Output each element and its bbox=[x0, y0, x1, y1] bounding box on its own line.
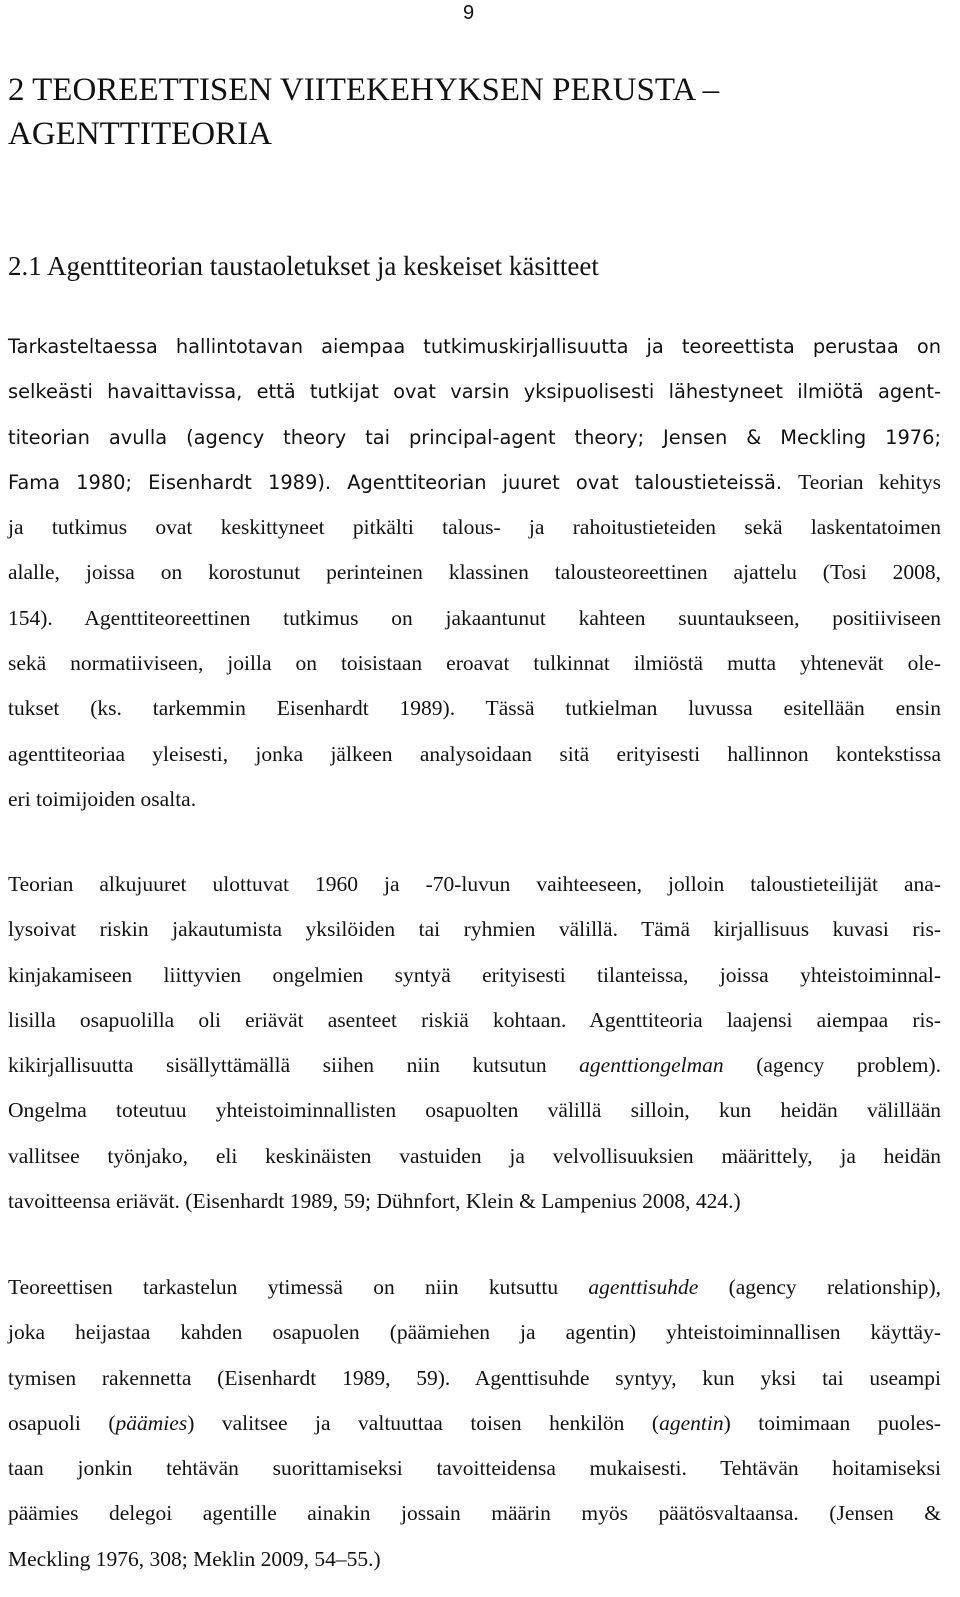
paragraph-1-line: agenttiteoriaa yleisesti, jonka jälkeen analysoidaan sitä erityisesti hallinnon kontekstissa bbox=[8, 741, 941, 766]
paragraph-1-line: eri toimijoiden osalta. bbox=[8, 786, 197, 811]
paragraph-2-line: Teorian alkujuuret ulottuvat 1960 ja -70-luvun vaihteeseen, jolloin taloustieteilijät ana- bbox=[8, 872, 941, 896]
paragraph-2 bbox=[8, 862, 941, 1224]
paragraph-2-line-part: kikirjallisuutta sisällyttämällä siihen niin kutsutun bbox=[8, 1053, 547, 1078]
paragraph-1-line: Tarkasteltaessa hallintotavan aiempaa tutkimuskirjallisuutta ja teoreettista perustaa on bbox=[8, 335, 941, 358]
section-title: 2.1 Agenttiteorian taustaoletukset ja keskeiset käsitteet bbox=[8, 251, 599, 281]
paragraph-2-line: lysoivat riskin jakautumista yksilöiden tai ryhmien välillä. Tämä kirjallisuus kuvasi ris- bbox=[8, 917, 941, 942]
paragraph-1 bbox=[8, 324, 941, 822]
paragraph-1-line: alalle, joissa on korostunut perinteinen klassinen talousteoreettinen ajattelu (Tosi 2008, bbox=[8, 560, 941, 585]
paragraph-3-line: päämies delegoi agentille ainakin jossain määrin myös päätösvaltaansa. (Jensen & bbox=[8, 1501, 941, 1526]
chapter-title-line-1: 2 TEOREETTISEN VIITEKEHYKSEN PERUSTA – bbox=[8, 72, 720, 108]
paragraph-3-line-part: ) toimimaan puoles- bbox=[723, 1410, 942, 1435]
paragraph-1-line: selkeästi havaittavissa, että tutkijat ovat varsin yksipuolisesti lähestyneet ilmiötä agent- bbox=[8, 380, 941, 404]
paragraph-1-line: tukset (ks. tarkemmin Eisenhardt 1989). Tässä tutkielman luvussa esitellään ensin bbox=[8, 696, 941, 721]
paragraph-2-line: tavoitteensa eriävät. (Eisenhardt 1989, 59; Dühnfort, Klein & Lampenius 2008, 424.) bbox=[8, 1189, 741, 1214]
page-number: 9 bbox=[463, 2, 475, 24]
paragraph-2-line: Ongelma toteutuu yhteistoiminnallisten osapuolten välillä silloin, kun heidän välillään bbox=[8, 1098, 941, 1123]
paragraph-3-line: taan jonkin tehtävän suorittamiseksi tavoitteidensa mukaisesti. Tehtävän hoitamiseksi bbox=[8, 1456, 941, 1481]
paragraph-1-line: ja tutkimus ovat keskittyneet pitkälti talous- ja rahoitustieteiden sekä laskentatoimen bbox=[8, 515, 941, 540]
paragraph-1-line: sekä normatiiviseen, joilla on toisistaan eroavat tulkinnat ilmiöstä mutta yhtenevät ole- bbox=[8, 651, 941, 676]
paragraph-2-line: vallitsee työnjako, eli keskinäisten vastuiden ja velvollisuuksien määrittely, ja heidän bbox=[8, 1143, 941, 1168]
paragraph-3-line bbox=[8, 1401, 941, 1446]
chapter-title bbox=[8, 68, 908, 156]
term-principal: päämies bbox=[115, 1410, 188, 1435]
paragraph-3-line: joka heijastaa kahden osapuolen (päämiehen ja agentin) yhteistoiminnallisen käyttäy- bbox=[8, 1320, 941, 1345]
paragraph-3-line-part: (agency relationship), bbox=[728, 1275, 941, 1299]
paragraph-1-line: 154). Agenttiteoreettinen tutkimus on jakaantunut kahteen suuntaukseen, positiiviseen bbox=[8, 605, 941, 630]
paragraph-3-line-part: osapuoli ( bbox=[8, 1410, 116, 1435]
term-agency-problem: agenttiongelman bbox=[579, 1053, 724, 1078]
paragraph-3-line: Meckling 1976, 308; Meklin 2009, 54–55.) bbox=[8, 1546, 381, 1571]
paragraph-1-line: titeorian avulla (agency theory tai principal-agent theory; Jensen & Meckling 1976; bbox=[8, 425, 941, 449]
paragraph-3-line: tymisen rakennetta (Eisenhardt 1989, 59). Agenttisuhde syntyy, kun yksi tai useampi bbox=[8, 1365, 941, 1390]
paragraph-3-line-part: Teoreettisen tarkastelun ytimessä on niin kutsuttu bbox=[8, 1275, 559, 1299]
paragraph-3-line bbox=[8, 1265, 941, 1310]
paragraph-2-line-part: (agency problem). bbox=[756, 1053, 941, 1078]
paragraph-1-line-part: Fama 1980; Eisenhardt 1989). Agenttiteorian juuret ovat taloustieteissä. bbox=[8, 470, 783, 494]
paragraph-3 bbox=[8, 1265, 941, 1582]
term-agency-relationship: agenttisuhde bbox=[588, 1275, 699, 1299]
paragraph-1-line-part: Teorian kehitys bbox=[798, 469, 941, 494]
paragraph-2-line: lisilla osapuolilla oli eriävät asenteet riskiä kohtaan. Agenttiteoria laajensi aiempaa ris- bbox=[8, 1007, 941, 1032]
paragraph-1-line bbox=[8, 460, 941, 505]
paragraph-3-line-part: ) valitsee ja valtuuttaa toisen henkilön ( bbox=[187, 1410, 660, 1435]
term-agent: agentin bbox=[659, 1410, 724, 1435]
chapter-title-line-2: AGENTTITEORIA bbox=[8, 116, 272, 152]
paragraph-2-line bbox=[8, 1043, 941, 1088]
paragraph-2-line: kinjakamiseen liittyvien ongelmien syntyä erityisesti tilanteissa, joissa yhteistoiminnal- bbox=[8, 962, 941, 987]
